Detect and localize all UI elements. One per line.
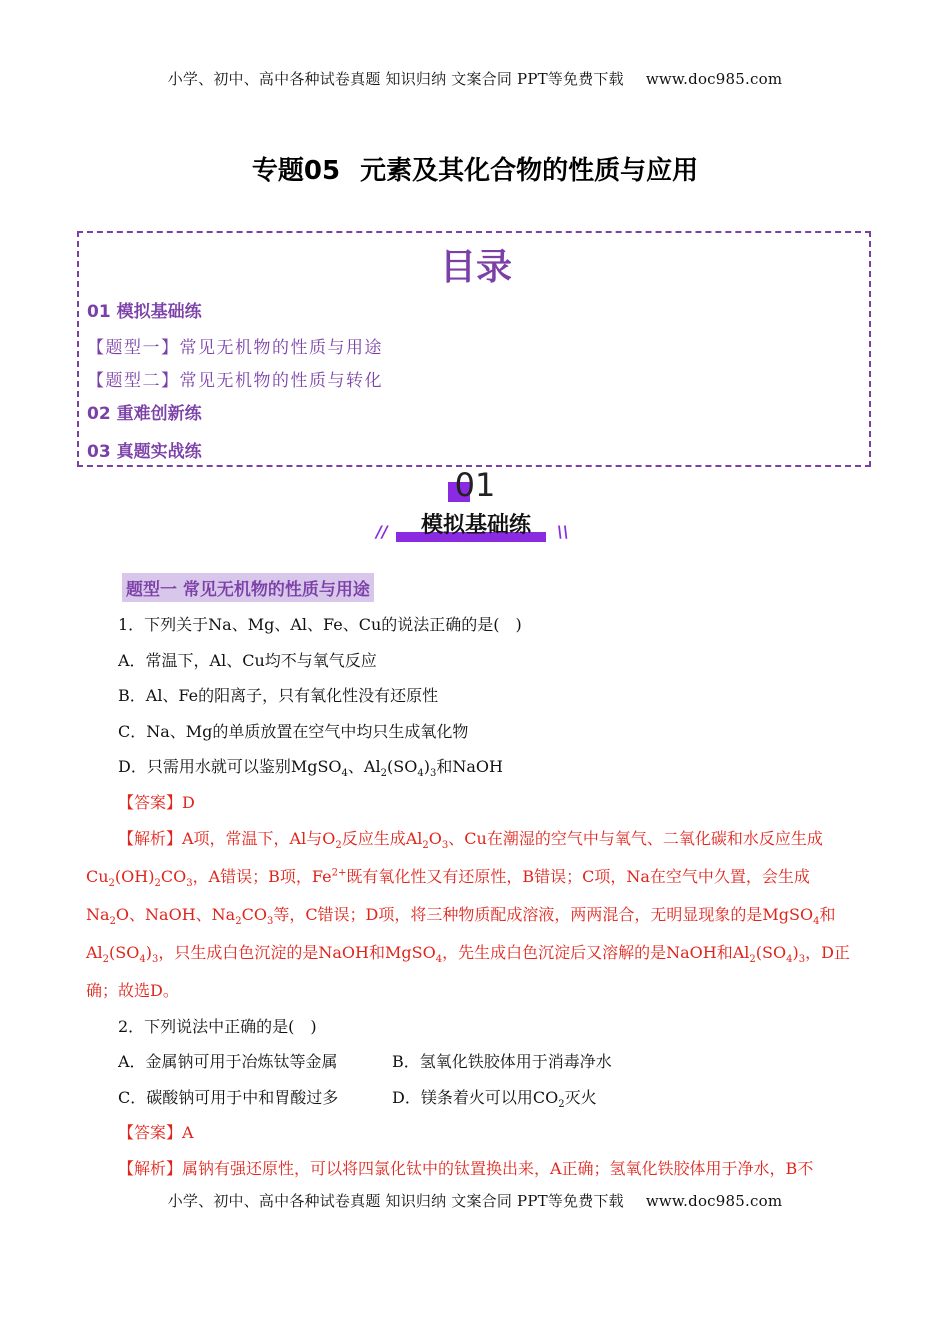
q1-stem: 1．下列关于Na、Mg、Al、Fe、Cu的说法正确的是( ) [118, 615, 522, 634]
section-number: 01 [454, 466, 496, 504]
header-site[interactable]: www.doc985.com [645, 70, 783, 88]
header-text: 小学、初中、高中各种试卷真题 知识归纳 文案合同 PPT等免费下载 [167, 70, 624, 88]
q2-option-a: A．金属钠可用于冶炼钛等金属 [118, 1052, 338, 1071]
q1-analysis-line-5: 确；故选D。 [86, 981, 179, 1000]
title-prefix: 专题05 [251, 156, 341, 186]
section-slash-left: // [376, 522, 388, 541]
table-of-contents [77, 231, 871, 467]
q1-analysis-line-4: $Al_2(SO_4)_3$，只生成白色沉淀的是NaOH和MgSO$_4$，先生成白色沉淀后又溶解的是NaOH和$Al_2(SO_4)_3$，D正 [86, 943, 850, 966]
q1-answer: 【答案】D [118, 793, 195, 812]
q1-option-d: D．只需用水就可以鉴别MgSO$_4$、$Al_2(SO_4)_3$和NaOH [118, 757, 503, 780]
toc-item-type-one[interactable]: 【题型一】常见无机物的性质与用途 [87, 338, 383, 358]
toc-heading: 目录 [439, 247, 512, 288]
footer-site[interactable]: www.doc985.com [645, 1192, 783, 1210]
page-footer [0, 1190, 950, 1211]
q1-option-b: B．Al、Fe的阳离子，只有氧化性没有还原性 [118, 686, 439, 705]
q2-option-d: D．镁条着火可以用$CO_2$灭火 [392, 1088, 597, 1111]
q1-analysis-line-3: $Na_2O$、NaOH、$Na_2CO_3$等，C错误；D项，将三种物质配成溶液，两两混合，无明显现象的是MgSO$_4$和 [86, 905, 836, 928]
q2-stem: 2．下列说法中正确的是( ) [118, 1017, 317, 1036]
toc-item-type-two[interactable]: 【题型二】常见无机物的性质与转化 [87, 371, 383, 391]
type-one-heading: 题型一 常见无机物的性质与用途 [122, 573, 374, 602]
section-slash-right: \\ [557, 522, 569, 541]
q1-option-a: A．常温下，Al、Cu均不与氧气反应 [118, 651, 377, 670]
q1-option-c: C．Na、Mg的单质放置在空气中均只生成氧化物 [118, 722, 469, 741]
toc-item-simulation[interactable]: 01 模拟基础练 [87, 302, 202, 322]
q2-answer: 【答案】A [118, 1123, 194, 1142]
toc-item-real-exam[interactable]: 03 真题实战练 [87, 442, 202, 462]
toc-item-difficult[interactable]: 02 重难创新练 [87, 404, 202, 424]
section-title: 模拟基础练 [420, 513, 531, 538]
q2-option-c: C．碳酸钠可用于中和胃酸过多 [118, 1088, 339, 1107]
page-header [0, 68, 950, 89]
section-title-block [376, 508, 576, 544]
q1-analysis-line-2: $Cu_2(OH)_2CO_3$，A错误；B项，$Fe^{2+}$既有氧化性又有还原性，B错误；C项，Na在空气中久置，会生成 [86, 867, 810, 890]
page-title [0, 150, 950, 187]
title-main: 元素及其化合物的性质与应用 [360, 156, 699, 186]
q1-analysis-line-1: 【解析】A项，常温下，Al与$O_2$反应生成$Al_2O_3$、Cu在潮湿的空气中与氧气、二氧化碳和水反应生成 [118, 829, 823, 852]
q2-option-b: B．氢氧化铁胶体用于消毒净水 [392, 1052, 612, 1071]
q2-analysis: 【解析】属钠有强还原性，可以将四氯化钛中的钛置换出来，A正确；氢氧化铁胶体用于净水，B不 [118, 1159, 814, 1178]
footer-text: 小学、初中、高中各种试卷真题 知识归纳 文案合同 PPT等免费下载 [167, 1192, 624, 1210]
